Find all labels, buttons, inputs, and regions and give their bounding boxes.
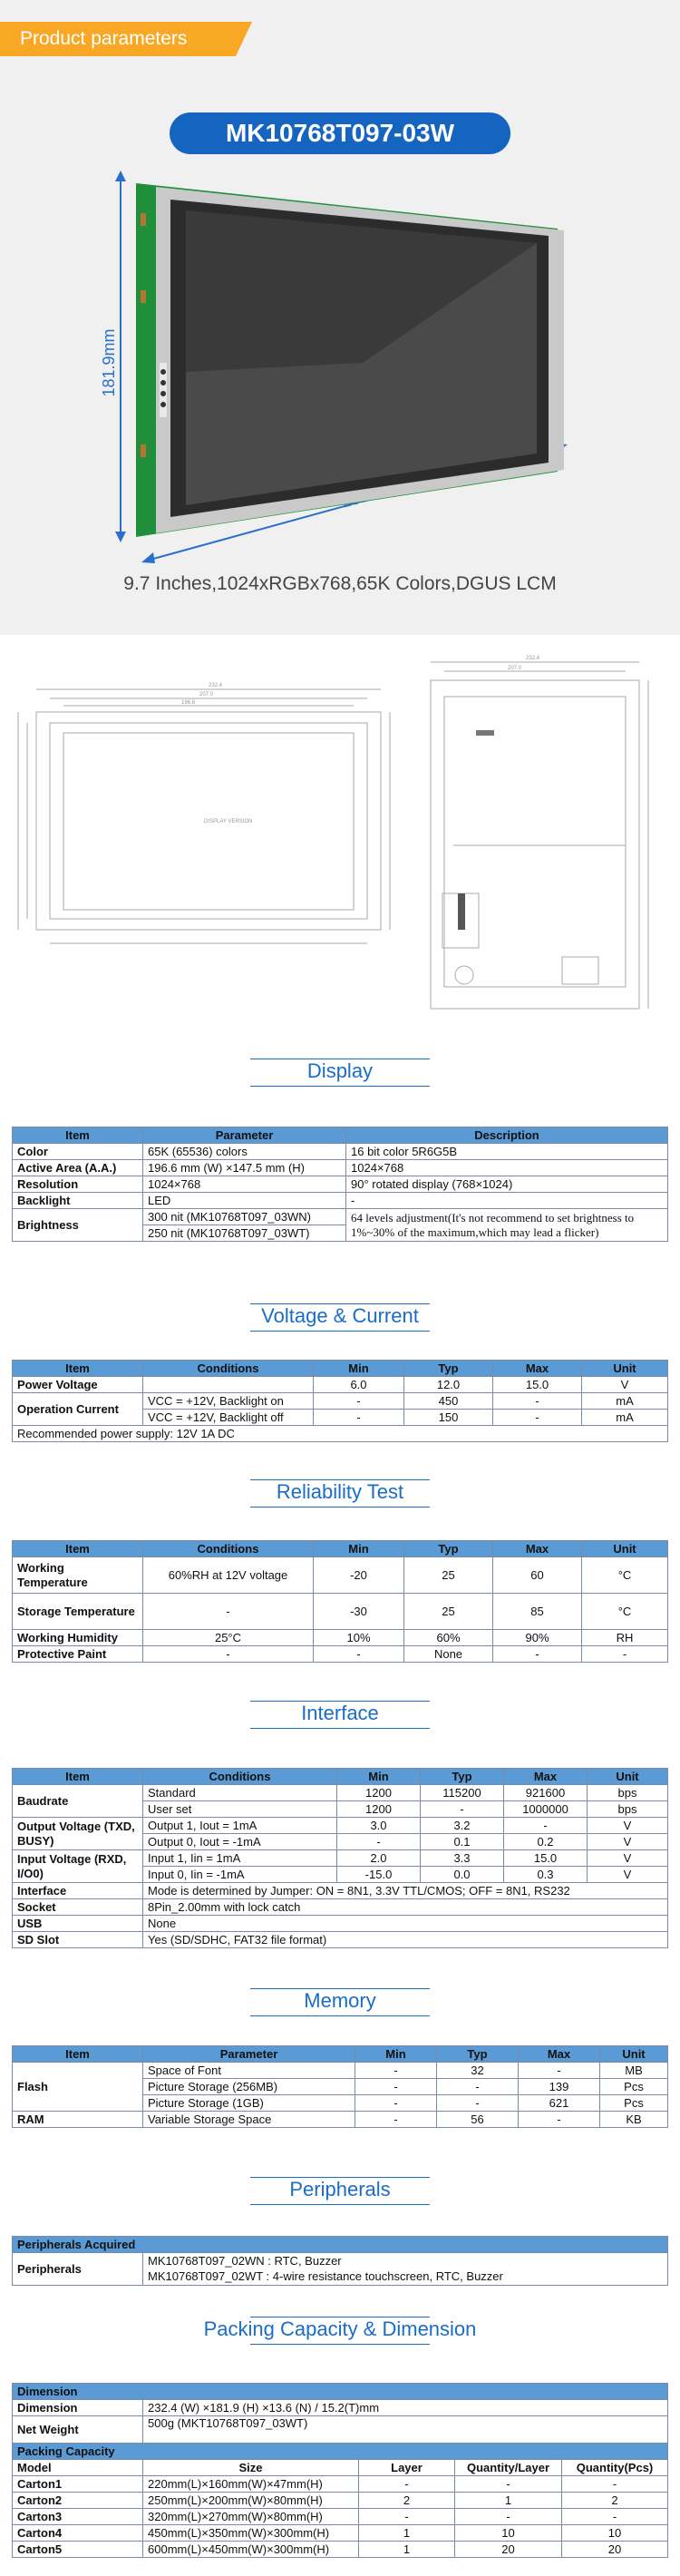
reliability-col-unit: Unit	[582, 1541, 668, 1557]
section-title-packing: Packing Capacity & Dimension	[203, 2317, 477, 2340]
cell: MK10768T097_02WT : 4-wire resistance touchscreen, RTC, Buzzer	[143, 2269, 668, 2286]
cell: VCC = +12V, Backlight on	[143, 1393, 314, 1410]
cell: V	[588, 1867, 668, 1883]
cell: RH	[582, 1630, 668, 1646]
cell: 10	[562, 2525, 668, 2542]
cell: Peripherals	[13, 2253, 143, 2286]
table-row	[13, 1377, 668, 1393]
cell: Color	[13, 1144, 143, 1160]
table-row	[13, 1785, 668, 1801]
table-row	[13, 1144, 668, 1160]
voltage-col-min: Min	[314, 1361, 404, 1377]
cell: 621	[519, 2095, 600, 2112]
voltage-col-max: Max	[493, 1361, 582, 1377]
cell: 2	[562, 2493, 668, 2509]
cell: -	[519, 2063, 600, 2079]
cell: bps	[588, 1801, 668, 1818]
cell: Yes (SD/SDHC, FAT32 file format)	[143, 1932, 668, 1948]
cell: -20	[314, 1557, 404, 1594]
product-caption: 9.7 Inches,1024xRGBx768,65K Colors,DGUS LCM	[123, 573, 557, 594]
packing-col-qty-layer: Quantity/Layer	[455, 2460, 562, 2476]
table-row	[13, 2063, 668, 2079]
cell: 232.4 (W) ×181.9 (H) ×13.6 (N) / 15.2(T)mm	[143, 2400, 668, 2416]
table-row	[13, 1426, 668, 1442]
cell: °C	[582, 1594, 668, 1630]
cell: -	[359, 2509, 455, 2525]
cell: 300 nit (MK10768T097_03WN)	[143, 1209, 346, 1225]
cell: -	[359, 2476, 455, 2493]
reliability-table	[12, 1540, 668, 1663]
model-badge: MK10768T097-03W	[170, 112, 510, 154]
voltage-col-item: Item	[13, 1361, 143, 1377]
cell: bps	[588, 1785, 668, 1801]
cell: 15.0	[504, 1850, 588, 1867]
svg-text:232.4: 232.4	[526, 656, 540, 661]
cell: 10	[455, 2525, 562, 2542]
cell: 90%	[493, 1630, 582, 1646]
cell: MB	[600, 2063, 668, 2079]
cell: 0.2	[504, 1834, 588, 1850]
cell: Backlight	[13, 1193, 143, 1209]
section-title-interface: Interface	[301, 1702, 379, 1724]
cell: V	[588, 1850, 668, 1867]
cell: Input 0, Iin = -1mA	[143, 1867, 337, 1883]
cell: Power Voltage	[13, 1377, 143, 1393]
cell: -	[562, 2476, 668, 2493]
cell: Input 1, Iin = 1mA	[143, 1850, 337, 1867]
voltage-col-unit: Unit	[582, 1361, 668, 1377]
cell: 60%RH at 12V voltage	[143, 1557, 314, 1594]
cell: 85	[493, 1594, 582, 1630]
cell: USB	[13, 1916, 143, 1932]
cell: 3.0	[337, 1818, 421, 1834]
cell: 1200	[337, 1785, 421, 1801]
cell: -	[143, 1646, 314, 1663]
cell: 150	[404, 1410, 493, 1426]
cell: 500g (MKT10768T097_03WT)	[143, 2416, 668, 2444]
table-row	[13, 2509, 668, 2525]
section-title-memory: Memory	[304, 1989, 376, 2012]
cell: Carton4	[13, 2525, 143, 2542]
memory-col-parameter: Parameter	[143, 2046, 355, 2063]
cell: mA	[582, 1410, 668, 1426]
table-row	[13, 1916, 668, 1932]
cell: 90° rotated display (768×1024)	[346, 1176, 668, 1193]
voltage-title-rule-bottom	[250, 1331, 430, 1332]
voltage-table	[12, 1360, 668, 1442]
svg-text:207.0: 207.0	[199, 692, 214, 698]
cell: Standard	[143, 1785, 337, 1801]
cell: Picture Storage (256MB)	[143, 2079, 355, 2095]
cell: 0.1	[421, 1834, 504, 1850]
cell: 220mm(L)×160mm(W)×47mm(H)	[143, 2476, 359, 2493]
display-col-item: Item	[13, 1127, 143, 1144]
cell: Pcs	[600, 2079, 668, 2095]
cell: 139	[519, 2079, 600, 2095]
cell: Mode is determined by Jumper: ON = 8N1, 3.3V TTL/CMOS; OFF = 8N1, RS232	[143, 1883, 668, 1899]
cell: Output Voltage (TXD, BUSY)	[13, 1818, 143, 1850]
table-row	[13, 1630, 668, 1646]
cell: VCC = +12V, Backlight off	[143, 1410, 314, 1426]
cell: Carton5	[13, 2542, 143, 2558]
cell: SD Slot	[13, 1932, 143, 1948]
memory-col-max: Max	[519, 2046, 600, 2063]
cell: LED	[143, 1193, 346, 1209]
cell: 0.0	[421, 1867, 504, 1883]
cell: Output 1, Iout = 1mA	[143, 1818, 337, 1834]
cell: Picture Storage (1GB)	[143, 2095, 355, 2112]
cell: Recommended power supply: 12V 1A DC	[13, 1426, 668, 1442]
section-title-reliability: Reliability Test	[276, 1480, 404, 1503]
interface-col-min: Min	[337, 1769, 421, 1785]
cell: Packing Capacity	[13, 2444, 668, 2460]
cell: Dimension	[13, 2384, 668, 2400]
cell: 1024×768	[143, 1176, 346, 1193]
interface-table	[12, 1768, 668, 1948]
section-title-voltage: Voltage & Current	[261, 1304, 419, 1327]
table-row	[13, 1557, 668, 1594]
cell: MK10768T097_02WN : RTC, Buzzer	[143, 2253, 668, 2269]
table-row	[13, 1209, 668, 1225]
cell: -	[493, 1646, 582, 1663]
table-row	[13, 2384, 668, 2400]
interface-title-rule-bottom	[250, 1728, 430, 1729]
table-row	[13, 2542, 668, 2558]
cell: 600mm(L)×450mm(W)×300mm(H)	[143, 2542, 359, 2558]
cell: -	[493, 1410, 582, 1426]
cell: -	[355, 2112, 437, 2128]
cell: Output 0, Iout = -1mA	[143, 1834, 337, 1850]
cell: -	[519, 2112, 600, 2128]
peripherals-title-rule-bottom	[250, 2204, 430, 2205]
cell: -	[337, 1834, 421, 1850]
table-row	[13, 1932, 668, 1948]
packing-col-model: Model	[13, 2460, 143, 2476]
cell: Carton3	[13, 2509, 143, 2525]
cell: 3.2	[421, 1818, 504, 1834]
cell: 10%	[314, 1630, 404, 1646]
cell: -	[314, 1393, 404, 1410]
cell: 1	[455, 2493, 562, 2509]
table-row	[13, 2460, 668, 2476]
cell: Input Voltage (RXD, I/O0)	[13, 1850, 143, 1883]
cell: Working Humidity	[13, 1630, 143, 1646]
cell: Active Area (A.A.)	[13, 1160, 143, 1176]
cell: Operation Current	[13, 1393, 143, 1426]
table-row	[13, 2400, 668, 2416]
table-row	[13, 2444, 668, 2460]
display-title-rule-bottom	[250, 1086, 430, 1087]
table-row	[13, 2525, 668, 2542]
packing-col-size: Size	[143, 2460, 359, 2476]
cell: °C	[582, 1557, 668, 1594]
display-table	[12, 1127, 668, 1242]
memory-col-unit: Unit	[600, 2046, 668, 2063]
cell: Storage Temperature	[13, 1594, 143, 1630]
cell: 921600	[504, 1785, 588, 1801]
reliability-col-item: Item	[13, 1541, 143, 1557]
cell: 1	[359, 2525, 455, 2542]
cell: 115200	[421, 1785, 504, 1801]
cell: V	[588, 1818, 668, 1834]
cell: Interface	[13, 1883, 143, 1899]
table-row	[13, 1176, 668, 1193]
cell: 196.6 mm (W) ×147.5 mm (H)	[143, 1160, 346, 1176]
table-row	[13, 2476, 668, 2493]
cell: -	[314, 1646, 404, 1663]
cell: 60	[493, 1557, 582, 1594]
table-row	[13, 1883, 668, 1899]
cell: -	[455, 2509, 562, 2525]
cell: -15.0	[337, 1867, 421, 1883]
cell: Protective Paint	[13, 1646, 143, 1663]
memory-col-item: Item	[13, 2046, 143, 2063]
cell: -	[582, 1646, 668, 1663]
reliability-col-conditions: Conditions	[143, 1541, 314, 1557]
table-row	[13, 2416, 668, 2444]
cell: -	[562, 2509, 668, 2525]
table-row	[13, 1850, 668, 1867]
cell: 450	[404, 1393, 493, 1410]
cell: 25	[404, 1557, 493, 1594]
cell: 1024×768	[346, 1160, 668, 1176]
height-dimension-label: 181.9mm	[100, 328, 118, 397]
table-row	[13, 2112, 668, 2128]
cell: -	[421, 1801, 504, 1818]
interface-col-typ: Typ	[421, 1769, 504, 1785]
cell: KB	[600, 2112, 668, 2128]
cell: 3.3	[421, 1850, 504, 1867]
display-version-label: DISPLAY VERSION	[204, 819, 253, 825]
mechanical-drawings	[0, 635, 680, 1034]
reliability-title-rule-bottom	[250, 1507, 430, 1508]
display-col-parameter: Parameter	[143, 1127, 346, 1144]
cell: -	[143, 1594, 314, 1630]
cell: 20	[455, 2542, 562, 2558]
cell: -	[314, 1410, 404, 1426]
cell: -	[437, 2079, 519, 2095]
cell: -	[493, 1393, 582, 1410]
table-row	[13, 1193, 668, 1209]
cell: -	[455, 2476, 562, 2493]
cell: None	[404, 1646, 493, 1663]
cell: -	[504, 1818, 588, 1834]
svg-text:207.0: 207.0	[508, 666, 522, 671]
cell: V	[588, 1834, 668, 1850]
cell: Carton1	[13, 2476, 143, 2493]
packing-title-rule-bottom	[250, 2344, 430, 2345]
cell: Dimension	[13, 2400, 143, 2416]
cell: Pcs	[600, 2095, 668, 2112]
cell: 65K (65536) colors	[143, 1144, 346, 1160]
table-row	[13, 1646, 668, 1663]
cell: 25	[404, 1594, 493, 1630]
memory-table	[12, 2045, 668, 2128]
page-title: Product parameters	[20, 28, 188, 49]
cell: Flash	[13, 2063, 143, 2112]
cell: Net Weight	[13, 2416, 143, 2444]
cell: 1000000	[504, 1801, 588, 1818]
table-row	[13, 1160, 668, 1176]
table-row	[13, 1594, 668, 1630]
peripherals-table	[12, 2236, 668, 2286]
reliability-col-max: Max	[493, 1541, 582, 1557]
product-image	[0, 63, 680, 635]
cell: 8Pin_2.00mm with lock catch	[143, 1899, 668, 1916]
cell: Working Temperature	[13, 1557, 143, 1594]
cell: 1200	[337, 1801, 421, 1818]
memory-title-rule-bottom	[250, 2015, 430, 2016]
cell: 250 nit (MK10768T097_03WT)	[143, 1225, 346, 1242]
cell: 1	[359, 2542, 455, 2558]
cell: 64 levels adjustment(It's not recommend to set brightness to 1%~30% of the maximum,which may lead a flicker)	[346, 1209, 668, 1242]
cell	[143, 1377, 314, 1393]
display-col-description: Description	[346, 1127, 668, 1144]
voltage-col-conditions: Conditions	[143, 1361, 314, 1377]
memory-col-min: Min	[355, 2046, 437, 2063]
packing-col-qty-pcs: Quantity(Pcs)	[562, 2460, 668, 2476]
cell: -	[355, 2095, 437, 2112]
cell: -	[437, 2095, 519, 2112]
cell: 15.0	[493, 1377, 582, 1393]
cell: 56	[437, 2112, 519, 2128]
cell: 450mm(L)×350mm(W)×300mm(H)	[143, 2525, 359, 2542]
cell: 2	[359, 2493, 455, 2509]
table-row	[13, 2493, 668, 2509]
svg-text:196.6: 196.6	[181, 700, 196, 706]
cell: -30	[314, 1594, 404, 1630]
packing-col-layer: Layer	[359, 2460, 455, 2476]
cell: V	[582, 1377, 668, 1393]
cell: 12.0	[404, 1377, 493, 1393]
cell: Socket	[13, 1899, 143, 1916]
cell: User set	[143, 1801, 337, 1818]
cell: mA	[582, 1393, 668, 1410]
cell: RAM	[13, 2112, 143, 2128]
cell: -	[355, 2063, 437, 2079]
interface-col-item: Item	[13, 1769, 143, 1785]
table-row	[13, 1393, 668, 1410]
cell: Baudrate	[13, 1785, 143, 1818]
cell: 16 bit color 5R6G5B	[346, 1144, 668, 1160]
table-row	[13, 2237, 668, 2253]
voltage-col-typ: Typ	[404, 1361, 493, 1377]
cell: 6.0	[314, 1377, 404, 1393]
cell: Peripherals Acquired	[13, 2237, 668, 2253]
cell: 32	[437, 2063, 519, 2079]
cell: 25°C	[143, 1630, 314, 1646]
interface-col-unit: Unit	[588, 1769, 668, 1785]
cell: 60%	[404, 1630, 493, 1646]
table-row	[13, 1818, 668, 1834]
cell: -	[346, 1193, 668, 1209]
cell: Resolution	[13, 1176, 143, 1193]
packing-table	[12, 2383, 668, 2558]
svg-text:232.4: 232.4	[209, 683, 223, 688]
cell: Space of Font	[143, 2063, 355, 2079]
reliability-col-typ: Typ	[404, 1541, 493, 1557]
cell: Carton2	[13, 2493, 143, 2509]
section-title-peripherals: Peripherals	[289, 2178, 391, 2200]
memory-col-typ: Typ	[437, 2046, 519, 2063]
product-hero	[0, 63, 680, 635]
cell: Variable Storage Space	[143, 2112, 355, 2128]
cell: -	[355, 2079, 437, 2095]
table-row	[13, 2253, 668, 2269]
reliability-col-min: Min	[314, 1541, 404, 1557]
cell: 320mm(L)×270mm(W)×80mm(H)	[143, 2509, 359, 2525]
cell: Brightness	[13, 1209, 143, 1242]
section-title-display: Display	[306, 1059, 374, 1082]
cell: 0.3	[504, 1867, 588, 1883]
cell: 2.0	[337, 1850, 421, 1867]
interface-col-max: Max	[504, 1769, 588, 1785]
cell: None	[143, 1916, 668, 1932]
table-row	[13, 1899, 668, 1916]
cell: 20	[562, 2542, 668, 2558]
cell: 250mm(L)×200mm(W)×80mm(H)	[143, 2493, 359, 2509]
interface-col-conditions: Conditions	[143, 1769, 337, 1785]
